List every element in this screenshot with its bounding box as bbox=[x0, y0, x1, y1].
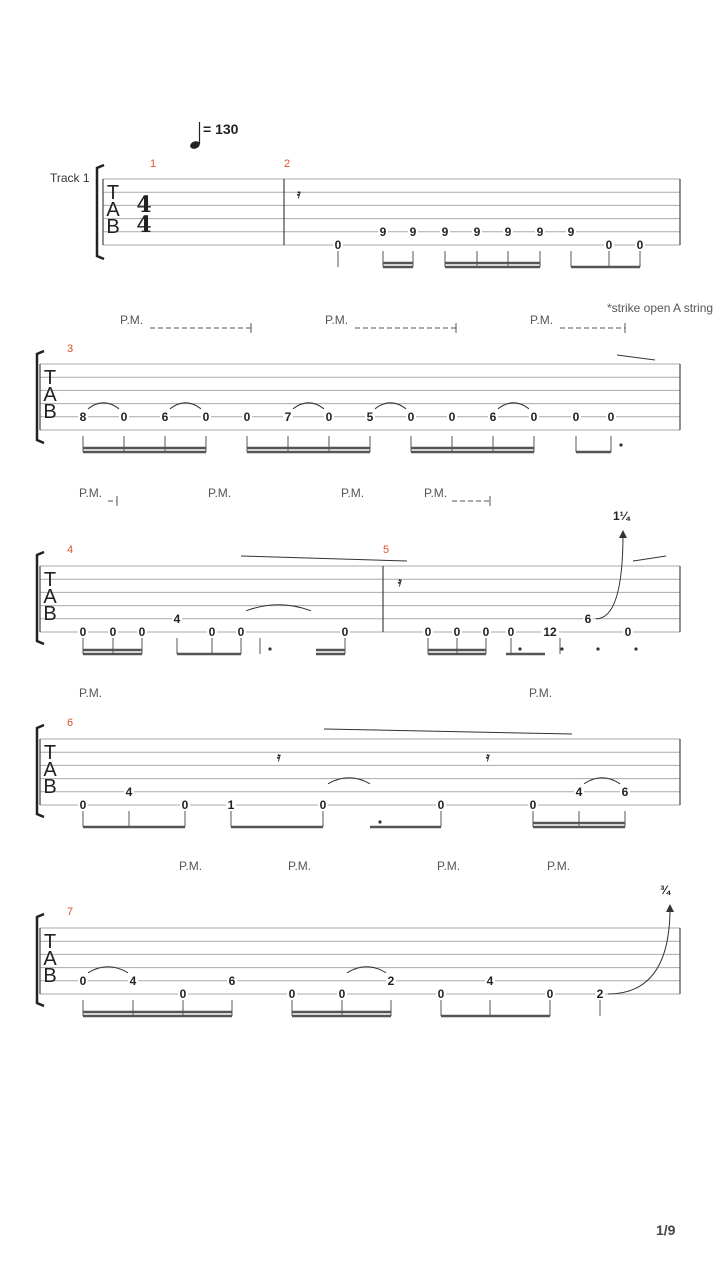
fret-number: 0 bbox=[341, 625, 349, 639]
track-label: Track 1 bbox=[50, 171, 90, 185]
tab-letter-t: T bbox=[43, 569, 57, 591]
dot bbox=[268, 647, 271, 650]
fret-number: 0 bbox=[482, 625, 490, 639]
fret-number: 5 bbox=[366, 409, 374, 424]
fret-number: 0 bbox=[407, 409, 415, 424]
annotation-strike: *strike open A string bbox=[607, 301, 714, 315]
fret-number: 9 bbox=[536, 224, 544, 239]
fret-number: 0 bbox=[237, 625, 245, 639]
slide-line bbox=[241, 556, 407, 561]
fret-number: 1 bbox=[227, 798, 235, 812]
fret-number: 0 bbox=[572, 409, 580, 424]
systems bbox=[37, 158, 680, 1016]
fret-number: 0 bbox=[79, 973, 87, 988]
palm-mute-label: P.M. bbox=[530, 313, 554, 327]
fret-number: 9 bbox=[567, 224, 575, 239]
tab-letter-b: B bbox=[43, 603, 57, 625]
fret-number: 0 bbox=[109, 625, 117, 639]
palm-mute-label: P.M. bbox=[208, 486, 232, 500]
palm-mute-label: P.M. bbox=[288, 859, 312, 873]
rest-symbol: 𝄿 bbox=[297, 187, 301, 201]
fret-number: 6 bbox=[621, 784, 629, 799]
dot bbox=[596, 647, 599, 650]
fret-number: 9 bbox=[409, 224, 417, 239]
rest-symbol: 𝄿 bbox=[277, 750, 281, 764]
staff-system bbox=[37, 313, 680, 452]
rest-symbol: 𝄿 bbox=[398, 575, 402, 589]
palm-mute-label: P.M. bbox=[424, 486, 448, 500]
tab-letter-b: B bbox=[106, 216, 120, 238]
dot bbox=[378, 820, 381, 823]
fret-number: 0 bbox=[453, 625, 461, 639]
fret-number: 8 bbox=[79, 409, 87, 424]
tab-letter-a: A bbox=[106, 199, 120, 221]
bend-label: 1¼ bbox=[613, 509, 630, 523]
slide-line bbox=[633, 556, 666, 561]
palm-mute-label: P.M. bbox=[437, 859, 461, 873]
fret-number: 6 bbox=[584, 611, 592, 626]
bar-number: 5 bbox=[383, 544, 390, 556]
tab-letter-b: B bbox=[43, 965, 57, 987]
palm-mute-label: P.M. bbox=[179, 859, 203, 873]
tab-letter-b: B bbox=[43, 401, 57, 423]
tab-letter-t: T bbox=[43, 931, 57, 953]
dot bbox=[560, 647, 563, 650]
fret-number: 0 bbox=[448, 409, 456, 424]
fret-number: 4 bbox=[125, 784, 133, 799]
fret-number: 9 bbox=[473, 224, 481, 239]
fret-number: 0 bbox=[288, 987, 296, 1001]
fret-number: 0 bbox=[202, 409, 210, 424]
tab-letter-t: T bbox=[43, 367, 57, 389]
fret-number: 2 bbox=[596, 987, 604, 1001]
fret-number: 4 bbox=[129, 973, 137, 988]
staff-system bbox=[37, 486, 680, 654]
palm-mute-label: P.M. bbox=[120, 313, 144, 327]
rest-symbol: 𝄿 bbox=[486, 750, 490, 764]
fret-number: 0 bbox=[636, 238, 644, 252]
dot bbox=[634, 647, 637, 650]
palm-mute-label: P.M. bbox=[529, 686, 553, 700]
staff-system bbox=[37, 686, 680, 827]
fret-number: 0 bbox=[437, 987, 445, 1001]
palm-mute-label: P.M. bbox=[79, 486, 103, 500]
fret-number: 0 bbox=[338, 987, 346, 1001]
palm-mute-label: P.M. bbox=[547, 859, 571, 873]
fret-number: 0 bbox=[605, 238, 613, 252]
fret-number: 0 bbox=[138, 625, 146, 639]
fret-number: 0 bbox=[181, 798, 189, 812]
fret-number: 6 bbox=[228, 973, 236, 988]
fret-number: 0 bbox=[607, 409, 615, 424]
bend-arrow bbox=[619, 530, 627, 538]
bar-number: 4 bbox=[67, 544, 74, 556]
fret-number: 9 bbox=[504, 224, 512, 239]
fret-number: 0 bbox=[530, 409, 538, 424]
slide-line bbox=[617, 355, 655, 360]
fret-number: 9 bbox=[441, 224, 449, 239]
fret-number: 0 bbox=[120, 409, 128, 424]
fret-number: 4 bbox=[486, 973, 494, 988]
staff-system bbox=[97, 158, 680, 267]
tab-letter-a: A bbox=[43, 586, 57, 608]
bar-number: 2 bbox=[284, 158, 291, 170]
tab-letter-t: T bbox=[43, 742, 57, 764]
fret-number: 0 bbox=[179, 987, 187, 1001]
palm-mute-label: P.M. bbox=[79, 686, 103, 700]
tab-letter-b: B bbox=[43, 776, 57, 798]
fret-number: 0 bbox=[79, 798, 87, 812]
fret-number: 12 bbox=[543, 625, 557, 639]
fret-number: 0 bbox=[325, 409, 333, 424]
tempo-text: = 130 bbox=[203, 121, 239, 137]
tempo-marking bbox=[189, 121, 239, 150]
palm-mute-label: P.M. bbox=[325, 313, 349, 327]
dot bbox=[619, 443, 622, 446]
tab-letter-a: A bbox=[43, 384, 57, 406]
fret-number: 0 bbox=[437, 798, 445, 812]
fret-number: 0 bbox=[208, 625, 216, 639]
dot bbox=[518, 647, 521, 650]
tab-letter-a: A bbox=[43, 948, 57, 970]
time-signature-bottom: 4 bbox=[136, 212, 152, 238]
bend-label: ¾ bbox=[660, 883, 671, 897]
staff-system bbox=[37, 859, 680, 1016]
fret-number: 0 bbox=[424, 625, 432, 639]
fret-number: 7 bbox=[284, 409, 292, 424]
fret-number: 6 bbox=[489, 409, 497, 424]
time-signature-top: 4 bbox=[136, 192, 152, 218]
fret-number: 0 bbox=[507, 625, 515, 639]
fret-number: 9 bbox=[379, 224, 387, 239]
bend-arrow bbox=[666, 904, 674, 912]
fret-number: 0 bbox=[319, 798, 327, 812]
fret-number: 4 bbox=[575, 784, 583, 799]
slide-line bbox=[324, 729, 572, 734]
page-number: 1/9 bbox=[656, 1222, 676, 1238]
bar-number: 1 bbox=[150, 158, 157, 170]
fret-number: 6 bbox=[161, 409, 169, 424]
fret-number: 0 bbox=[546, 987, 554, 1001]
bar-number: 3 bbox=[67, 343, 74, 355]
fret-number: 0 bbox=[624, 625, 632, 639]
bar-number: 6 bbox=[67, 717, 74, 729]
tab-letter-t: T bbox=[106, 182, 120, 204]
bar-number: 7 bbox=[67, 906, 74, 918]
fret-number: 0 bbox=[243, 409, 251, 424]
tab-letter-a: A bbox=[43, 759, 57, 781]
fret-number: 0 bbox=[79, 625, 87, 639]
fret-number: 0 bbox=[334, 238, 342, 252]
fret-number: 0 bbox=[529, 798, 537, 812]
palm-mute-label: P.M. bbox=[341, 486, 365, 500]
fret-number: 2 bbox=[387, 973, 395, 988]
fret-number: 4 bbox=[173, 611, 181, 626]
